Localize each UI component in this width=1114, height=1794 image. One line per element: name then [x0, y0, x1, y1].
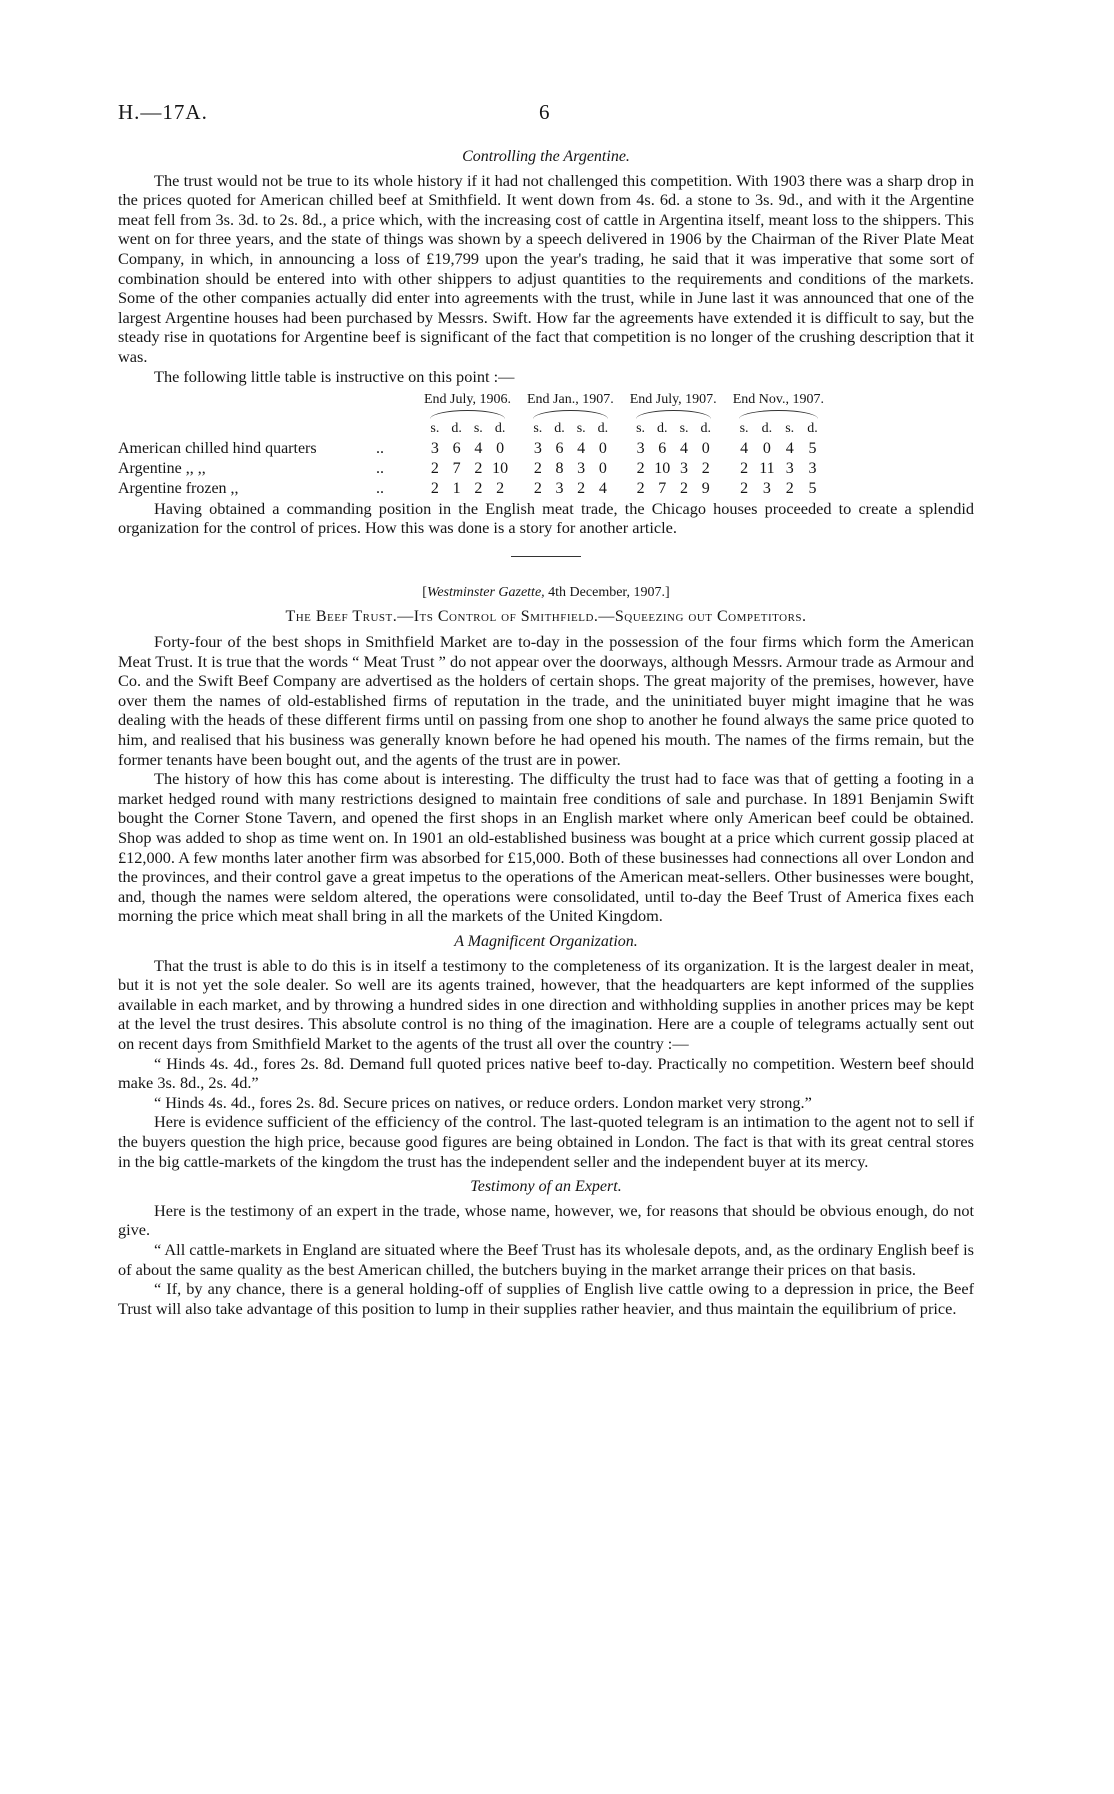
section-divider — [511, 556, 581, 557]
table-row: American chilled hind quarters .. 3 6 4 0 3 6 4 0 3 6 4 0 4 0 4 5 — [118, 439, 817, 457]
paragraph: Forty-four of the best shops in Smithfield Market are to-day in the possession of the four firms which form the American Meat Trust. It is true that the words “ Meat Trust ” do not appear over the doorways, although Messrs. Armour trade as Armour and Co. and the Swift Beef Company are advertised as the holders of certain shops. The great majority of the premises, however, have over them the names of old-established firms of reputation in the trade, and the uninitiated buyer might imagine that he was dealing with the heads of these different firms until on passing from one shop to another he found always the same price quoted to him, and realised that his business was generally known before he had opened his mouth. The names of the firms remain, but the former tenants have been bought out, and the agents of the trust are in power. — [118, 632, 974, 769]
quoted-testimony: “ All cattle-markets in England are situated where the Beef Trust has its wholesale depots, and, as the ordinary English beef is of about the same quality as the best American chilled, the butchers buying in the market arrange their prices on that basis. — [118, 1239, 974, 1279]
period-header: End Jan., 1907. — [527, 390, 614, 419]
section-heading: A Magnificent Organization. — [454, 933, 638, 950]
source-publication: Westminster Gazette, — [426, 584, 545, 600]
source-date: 4th December, 1907. — [544, 584, 666, 600]
article-column — [118, 147, 974, 1318]
quoted-telegram: “ Hinds 4s. 4d., fores 2s. 8d. Demand full quoted prices native beef to-day. Practically no competition. Western beef should make 3s. 8d., 2s. 4d.” — [118, 1053, 974, 1093]
quoted-testimony: “ If, by any chance, there is a general holding-off of supplies of English live cattle owing to a depression in price, the Beef Trust will also take advantage of this position to lump in their supplies rather heavier, and thus maintain the equilibrium of price. — [118, 1279, 974, 1318]
table-header-row — [118, 390, 824, 419]
paragraph: Here is evidence sufficient of the efficiency of the control. The last-quoted telegram is an intimation to the agent not to sell if the buyers question the high price, because good figures are being obtained in London. The fact is that with its great central stores in the big cattle-markets of the kingdom the trust has the independent seller and the independent buyer at its mercy. — [118, 1112, 974, 1171]
quoted-telegram: “ Hinds 4s. 4d., fores 2s. 8d. Secure prices on natives, or reduce orders. London market very strong.” — [154, 1092, 812, 1112]
source-line: [Westminster Gazette, 4th December, 1907.] — [422, 584, 670, 600]
table-row: Argentine ,, ,, .. 2 7 2 10 2 8 3 0 2 10 3 2 2 11 3 3 — [118, 459, 817, 477]
period-header: End July, 1907. — [630, 390, 717, 419]
paragraph: The trust would not be true to its whole history if it had not challenged this competition. With 1903 there was a sharp drop in the prices quoted for American chilled beef at Smithfield. It went down from 4s. 6d. a stone to 3s. 9d., and with it the Argentine meat fell from 3s. 3d. to 2s. 8d., a price which, with the increasing cost of cattle in Argentina itself, meant loss to the shippers. This went on for three years, and the state of things was shown by a speech delivered in 1906 by the Chairman of the River Plate Meat Company, in which, in announcing a loss of £19,799 upon the year's trading, he said that it was imperative that some sort of combination should be entered into with other shippers to adjust quantities to the requirements and conditions of the markets. Some of the other companies actually did enter into agreements with the trust, while in June last it was announced that one of the largest Argentine houses had been purchased by Messrs. Swift. How far the agreements have extended it is difficult to say, but the steady rise in quotations for Argentine beef is significant of the fact that competition is no longer of the crushing description that it was. — [118, 170, 974, 366]
section-heading: Controlling the Argentine. — [462, 148, 630, 165]
page-number: 6 — [539, 100, 550, 124]
paragraph: Having obtained a commanding position in the English meat trade, the Chicago houses proceeded to create a splendid organization for the control of prices. How this was done is a story for another article. — [118, 498, 974, 538]
unit-row: s. d. s. d. s. d. s. d. s. d. s. d. s. d. s. d. — [430, 420, 818, 436]
period-header: End July, 1906. — [424, 390, 511, 419]
paragraph: The following little table is instructive on this point :— — [154, 366, 515, 386]
document-reference: H.—17A. — [118, 100, 208, 124]
price-table — [118, 390, 824, 499]
paragraph: Here is the testimony of an expert in the trade, whose name, however, we, for reasons that should be obvious enough, do not give. — [118, 1200, 974, 1240]
paragraph: The history of how this has come about is interesting. The difficulty the trust had to face was that of getting a footing in a market hedged round with many restrictions designed to maintain free conditions of sale and purchase. In 1891 Benjamin Swift bought the Corner Stone Tavern, and opened the first shops in an English market where only American beef could be obtained. Shop was added to shop as time went on. In 1901 an old-established business was bought at a price which current gossip placed at £12,000. A few months later another firm was absorbed for £15,000. Both of these businesses had connections all over London and the provinces, and their control gave a great impetus to the operations of the American meat-sellers. Other businesses were bought, and, though the names were seldom altered, the operations were consolidated, until to-day the Beef Trust of America fixes each morning the price which meat shall bring in all the markets of the United Kingdom. — [118, 769, 974, 926]
paragraph: That the trust is able to do this is in itself a testimony to the completeness of its organization. It is the largest dealer in meat, but it is not yet the sole dealer. So well are its agents trained, however, that the headquarters are kept informed of the supplies available in each market, and by throwing a hundred sides in one direction and withholding supplies in another prices may be kept at the level the trust desires. This absolute control is no thing of the imagination. Here are a couple of telegrams actually sent out on recent days from Smithfield Market to the agents of the trust all over the country :— — [118, 955, 974, 1053]
article-title: The Beef Trust.—Its Control of Smithfield.—Squeezing out Competitors. — [285, 607, 807, 625]
section-heading: Testimony of an Expert. — [470, 1178, 622, 1196]
table-row: Argentine frozen ,, .. 2 1 2 2 2 3 2 4 2 7 2 9 2 3 2 5 — [118, 479, 817, 497]
period-header: End Nov., 1907. — [733, 390, 824, 419]
